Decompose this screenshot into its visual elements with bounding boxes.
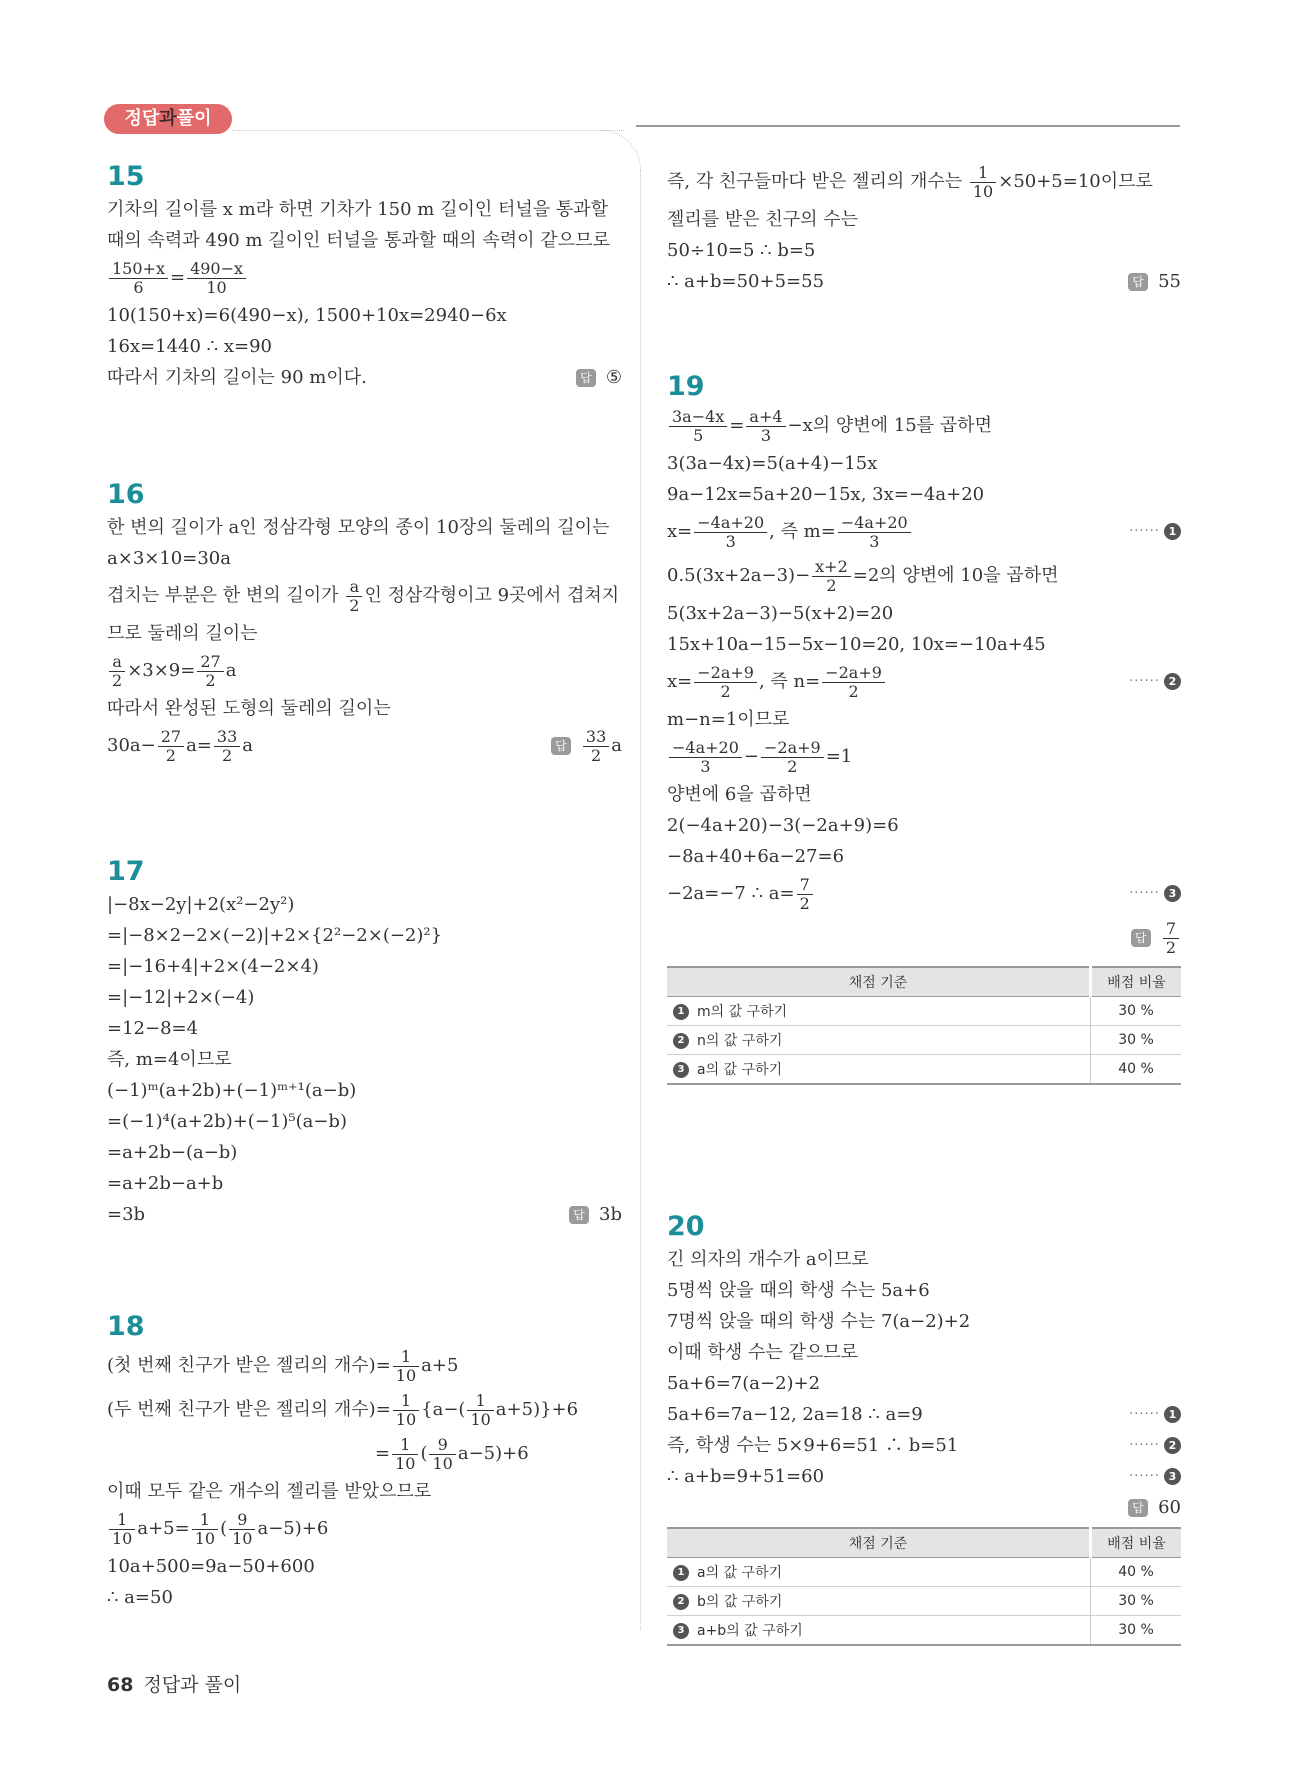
solution-line: (첫 번째 친구가 받은 젤리의 개수)= $\frac{1}{10}$ a+5 xyxy=(107,1346,459,1385)
fraction: $\frac{9}{10}$ xyxy=(229,1511,255,1548)
answer-icon: 답 xyxy=(551,737,571,755)
solution-line: =|−16+4|+2×(4−2×4) xyxy=(107,956,319,977)
section-badge xyxy=(104,104,232,134)
solution-line: 즉, 각 친구들마다 받은 젤리의 개수는 $\frac{1}{10}$ ×50+5=10이므로 xyxy=(667,162,1153,201)
fraction: $\frac{1}{10}$ xyxy=(970,164,996,201)
solution-line: −8a+40+6a−27=6 xyxy=(667,846,845,867)
table-row: 2 b의 값 구하기 30 % xyxy=(667,1587,1181,1616)
solution-line: |−8x−2y|+2(x²−2y²) xyxy=(107,894,295,915)
fraction: $\frac{3a-4x}{5}$ xyxy=(669,408,727,445)
footer-title: 정답과 풀이 xyxy=(143,1674,242,1696)
solution-line: m−n=1이므로 xyxy=(667,709,790,730)
fraction: $\frac{1}{10}$ xyxy=(467,1392,493,1429)
problem-number: 20 xyxy=(667,1211,705,1242)
answer: 답 60 xyxy=(1128,1492,1181,1523)
step-marker: ······ 3 xyxy=(1129,872,1181,916)
grading-header-criteria: 채점 기준 xyxy=(667,1528,1091,1558)
grading-header-ratio: 배점 비율 xyxy=(1091,967,1182,997)
solution-line: x= $\frac{-4a+20}{3}$ , 즉 m= $\frac{-4a+20}{3}$ ······ 1 xyxy=(667,510,1181,554)
solution-line: a×3×10=30a xyxy=(107,548,231,569)
solution-line: =(−1)⁴(a+2b)+(−1)⁵(a−b) xyxy=(107,1111,347,1132)
fraction: $\frac{1}{10}$ xyxy=(109,1511,135,1548)
answer-icon: 답 xyxy=(1128,273,1148,291)
table-row: 3 a의 값 구하기 40 % xyxy=(667,1055,1181,1085)
fraction: $\frac{33}{2}$ xyxy=(214,728,240,765)
solution-line: $\frac{-4a+20}{3}$ − $\frac{-2a+9}{2}$ =1 xyxy=(667,735,1181,779)
solution-line: 10a+500=9a−50+600 xyxy=(107,1556,315,1577)
fraction: $\frac{-4a+20}{3}$ xyxy=(838,514,911,551)
problem-16 xyxy=(107,478,622,768)
fraction: $\frac{1}{10}$ xyxy=(392,1436,418,1473)
solution-line: 3(3a−4x)=5(a+4)−15x xyxy=(667,453,878,474)
solution-line: =3b 답 3b xyxy=(107,1199,622,1230)
solution-line: 0.5(3x+2a−3)− $\frac{x+2}{2}$ =2의 양변에 10을 곱하면 xyxy=(667,556,1059,595)
fraction: $\frac{-4a+20}{3}$ xyxy=(669,739,742,776)
fraction: $\frac{1}{10}$ xyxy=(393,1392,419,1429)
solution-line: 5명씩 앉을 때의 학생 수는 5a+6 xyxy=(667,1280,930,1301)
fraction: $\frac{7}{2}$ xyxy=(797,876,813,913)
solution-line: ∴ a+b=50+5=55 답 55 xyxy=(667,266,1181,297)
solution-line: 겹치는 부분은 한 변의 길이가 $\frac{a}{2}$ 인 정삼각형이고 9곳에서 겹쳐지 xyxy=(107,576,620,615)
problem-17 xyxy=(107,855,622,1230)
answer: 답 $\frac{33}{2}$ a xyxy=(551,724,622,768)
column-divider xyxy=(640,170,641,1630)
answer-icon: 답 xyxy=(576,369,596,387)
solution-line: =a+2b−a+b xyxy=(107,1173,224,1194)
fraction: $\frac{a}{2}$ xyxy=(346,578,362,615)
grading-header-ratio: 배점 비율 xyxy=(1091,1528,1182,1558)
fraction: $\frac{-4a+20}{3}$ xyxy=(694,514,767,551)
solution-line: −2a=−7 ∴ a= $\frac{7}{2}$ ······ 3 xyxy=(667,872,1181,916)
fraction: $\frac{-2a+9}{2}$ xyxy=(822,664,885,701)
fraction: $\frac{x+2}{2}$ xyxy=(812,558,851,595)
step-marker: ······ 1 xyxy=(1129,510,1181,554)
grading-table xyxy=(667,966,1181,1085)
solution-line: =|−8×2−2×(−2)|+2×{2²−2×(−2)²} xyxy=(107,925,443,946)
answer-icon: 답 xyxy=(569,1206,589,1224)
answer: 답 55 xyxy=(1128,266,1181,297)
solution-line: = $\frac{1}{10}$ ( $\frac{9}{10}$ a−5)+6 xyxy=(375,1434,529,1473)
solution-line: 젤리를 받은 친구의 수는 xyxy=(667,209,859,230)
table-row: 1 a의 값 구하기 40 % xyxy=(667,1558,1181,1587)
page-number: 68 xyxy=(107,1674,134,1696)
fraction: $\frac{-2a+9}{2}$ xyxy=(761,739,824,776)
solution-line: 16x=1440 ∴ x=90 xyxy=(107,336,272,357)
solution-line: 즉, m=4이므로 xyxy=(107,1049,232,1070)
problem-number: 15 xyxy=(107,161,145,192)
solution-line: 5a+6=7a−12, 2a=18 ∴ a=9 ······ 1 xyxy=(667,1399,1181,1430)
solution-line: ∴ a+b=9+51=60 ······ 3 xyxy=(667,1461,1181,1492)
solution-line: 때의 속력과 490 m 길이인 터널을 통과할 때의 속력이 같으므로 xyxy=(107,230,610,251)
problem-18 xyxy=(107,1310,622,1613)
table-row: 2 n의 값 구하기 30 % xyxy=(667,1026,1181,1055)
fraction: $\frac{1}{10}$ xyxy=(393,1348,419,1385)
answer-icon: 답 xyxy=(1131,929,1151,947)
step-marker: ······ 2 xyxy=(1129,660,1181,704)
solution-line: x= $\frac{-2a+9}{2}$ , 즉 n= $\frac{-2a+9}{2}$ ······ 2 xyxy=(667,660,1181,704)
problem-number: 16 xyxy=(107,479,145,510)
solution-line: =|−12|+2×(−4) xyxy=(107,987,255,1008)
fraction: $\frac{490-x}{10}$ xyxy=(187,260,246,297)
solution-line: 9a−12x=5a+20−15x, 3x=−4a+20 xyxy=(667,484,985,505)
fraction: $\frac{27}{2}$ xyxy=(197,653,223,690)
step-marker: ······ 2 xyxy=(1129,1430,1181,1461)
step-marker: ······ 1 xyxy=(1129,1399,1181,1430)
fraction: $\frac{a+4}{3}$ xyxy=(746,408,785,445)
problem-15 xyxy=(107,160,622,393)
fraction: $\frac{9}{10}$ xyxy=(429,1436,455,1473)
problem-number: 18 xyxy=(107,1311,145,1342)
solution-line: (−1)ᵐ(a+2b)+(−1)ᵐ⁺¹(a−b) xyxy=(107,1080,357,1101)
grading-header-criteria: 채점 기준 xyxy=(667,967,1091,997)
solution-line xyxy=(667,1492,1181,1523)
solution-line: 므로 둘레의 길이는 xyxy=(107,623,258,644)
solution-line: 5a+6=7(a−2)+2 xyxy=(667,1373,821,1394)
fraction: $\frac{a}{2}$ xyxy=(109,653,125,690)
solution-line: $\frac{1}{10}$ a+5= $\frac{1}{10}$ ( $\frac{9}{10}$ a−5)+6 xyxy=(107,1507,622,1551)
solution-line: =12−8=4 xyxy=(107,1018,199,1039)
fraction: $\frac{150+x}{6}$ xyxy=(109,260,168,297)
problem-20 xyxy=(667,1210,1181,1646)
solution-line: $\frac{a}{2}$ ×3×9= $\frac{27}{2}$ a xyxy=(107,649,622,693)
badge-text-b: 과 xyxy=(159,108,177,129)
solution-line: 기차의 길이를 x m라 하면 기차가 150 m 길이인 터널을 통과할 xyxy=(107,199,609,220)
solution-line: 10(150+x)=6(490−x), 1500+10x=2940−6x xyxy=(107,305,507,326)
solution-line: 50÷10=5 ∴ b=5 xyxy=(667,240,816,261)
solution-line: 긴 의자의 개수가 a이므로 xyxy=(667,1249,869,1270)
solution-line: (두 번째 친구가 받은 젤리의 개수)= $\frac{1}{10}$ {a−( $\frac{1}{10}$ a+5)}+6 xyxy=(107,1390,579,1429)
solution-line: 2(−4a+20)−3(−2a+9)=6 xyxy=(667,815,899,836)
solution-line: ∴ a=50 xyxy=(107,1587,173,1608)
badge-text-c: 풀이 xyxy=(176,108,212,129)
page-footer xyxy=(107,1670,241,1697)
solution-line: =a+2b−(a−b) xyxy=(107,1142,238,1163)
solution-line: 한 변의 길이가 a인 정삼각형 모양의 종이 10장의 둘레의 길이는 xyxy=(107,517,610,538)
solution-line: 따라서 기차의 길이는 90 m이다. 답 ⑤ xyxy=(107,362,622,393)
answer: 답 $\frac{7}{2}$ xyxy=(1131,916,1181,960)
solution-line: $\frac{3a-4x}{5}$ = $\frac{a+4}{3}$ −x의 양변에 15를 곱하면 xyxy=(667,404,1181,448)
answer: 답 3b xyxy=(569,1199,622,1230)
solution-line: 30a− $\frac{27}{2}$ a= $\frac{33}{2}$ a 답 $\frac{33}{2}$ a xyxy=(107,724,622,768)
table-row: 1 m의 값 구하기 30 % xyxy=(667,997,1181,1026)
fraction: $\frac{-2a+9}{2}$ xyxy=(694,664,757,701)
solution-line: $\frac{150+x}{6}$ = $\frac{490-x}{10}$ xyxy=(107,256,622,300)
solution-line: 양변에 6을 곱하면 xyxy=(667,784,812,805)
problem-19 xyxy=(667,370,1181,1085)
grading-table xyxy=(667,1527,1181,1646)
solution-line: 즉, 학생 수는 5×9+6=51 ∴ b=51 ······ 2 xyxy=(667,1430,1181,1461)
problem-number: 19 xyxy=(667,371,705,402)
solution-line: 이때 모두 같은 개수의 젤리를 받았으므로 xyxy=(107,1481,432,1502)
badge-text-a: 정답 xyxy=(124,108,160,129)
fraction: $\frac{27}{2}$ xyxy=(158,728,184,765)
header-divider-right xyxy=(636,125,1180,127)
solution-line: 이때 학생 수는 같으므로 xyxy=(667,1342,859,1363)
problem-number: 17 xyxy=(107,856,145,887)
solution-line: 따라서 완성된 도형의 둘레의 길이는 xyxy=(107,698,391,719)
header-divider-left xyxy=(232,130,624,131)
solution-line: 15x+10a−15−5x−10=20, 10x=−10a+45 xyxy=(667,634,1046,655)
answer: 답 ⑤ xyxy=(576,362,622,393)
solution-line: 7명씩 앉을 때의 학생 수는 7(a−2)+2 xyxy=(667,1311,971,1332)
table-row: 3 a+b의 값 구하기 30 % xyxy=(667,1616,1181,1646)
fraction: $\frac{1}{10}$ xyxy=(192,1511,218,1548)
step-marker: ······ 3 xyxy=(1129,1461,1181,1492)
answer-icon: 답 xyxy=(1128,1499,1148,1517)
solution-line: 5(3x+2a−3)−5(x+2)=20 xyxy=(667,603,894,624)
problem-18-continued xyxy=(667,160,1181,297)
solution-line xyxy=(667,916,1181,960)
